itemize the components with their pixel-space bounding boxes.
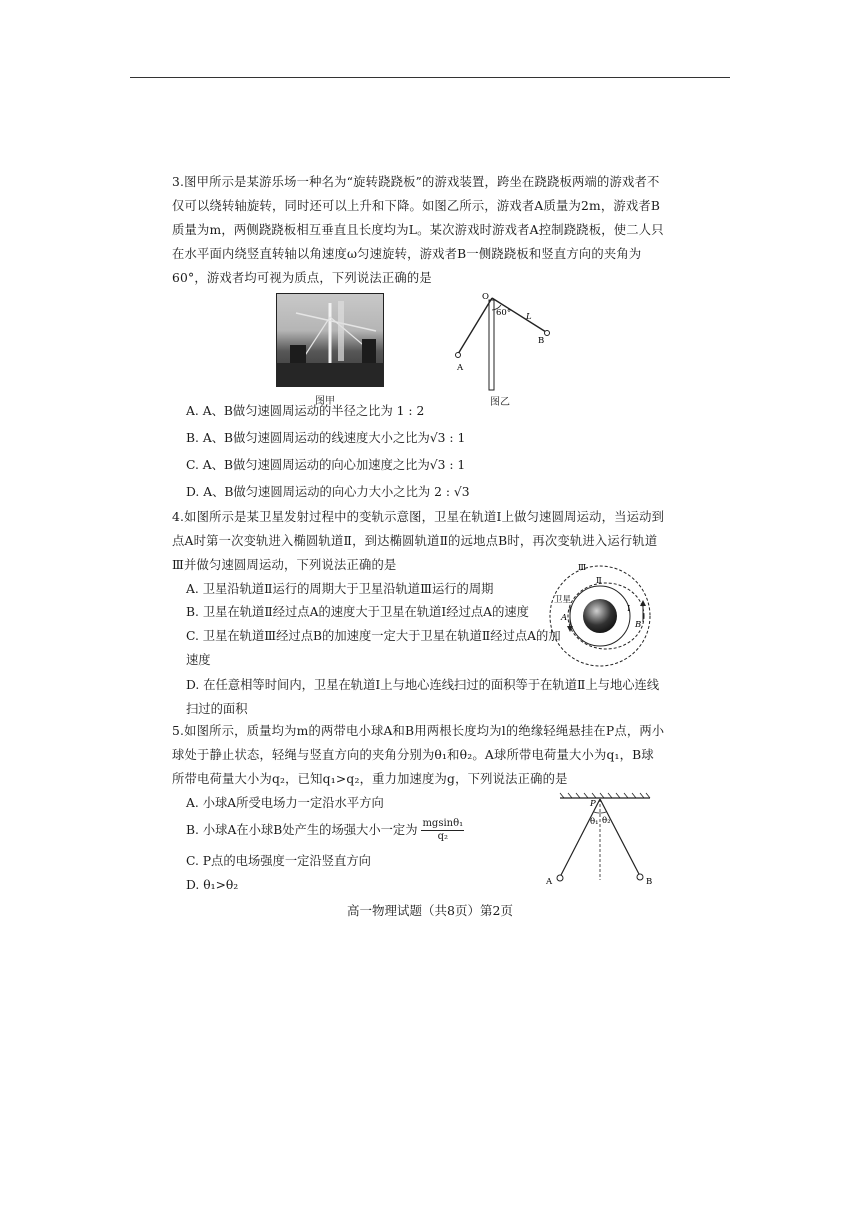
q5-option-b-fraction bbox=[421, 818, 464, 843]
label-satellite: 卫星 bbox=[554, 595, 572, 605]
label-point-p: P bbox=[590, 799, 596, 809]
q3-option-b: B. A、B做匀速圆周运动的线速度大小之比为√3 : 1 bbox=[186, 431, 466, 445]
q4-option-b: B. 卫星在轨道Ⅱ经过点A的速度大于卫星在轨道Ⅰ经过点A的速度 bbox=[186, 605, 529, 619]
q5-option-b-text: B. 小球A在小球B处产生的场强大小一定为 bbox=[186, 823, 418, 837]
label-60-degree: 60° bbox=[496, 308, 512, 318]
label-theta-2: θ₂ bbox=[602, 816, 611, 826]
q3-option-d: D. A、B做匀速圆周运动的向心力大小之比为 2 : √3 bbox=[186, 485, 470, 499]
question-5-stem: 5.如图所示，质量均为m的两带电小球A和B用两根长度均为l的绝缘轻绳悬挂在P点，两小球处于静止状态，轻绳与竖直方向的夹角分别为θ₁和θ₂。A球所带电荷量大小为q₁，B球所带电荷量大小为q₂，已知q₁>q₂，重力加速度为g，下列说法正确的是 bbox=[172, 724, 665, 786]
q4-option-a: A. 卫星沿轨道Ⅱ运行的周期大于卫星沿轨道Ⅲ运行的周期 bbox=[186, 582, 494, 596]
q5-option-c: C. P点的电场强度一定沿竖直方向 bbox=[186, 854, 371, 868]
q5-option-b bbox=[186, 818, 464, 843]
q4-option-c: C. 卫星在轨道Ⅲ经过点B的加速度一定大于卫星在轨道Ⅱ经过点A的加速度 bbox=[186, 629, 561, 667]
q5-option-d: D. θ₁>θ₂ bbox=[186, 878, 239, 892]
label-l: L bbox=[526, 312, 532, 322]
label-ball-b: B bbox=[646, 877, 653, 887]
question-3-stem: 3.图甲所示是某游乐场一种名为“旋转跷跷板”的游戏装置，跨坐在跷跷板两端的游戏者不仅可以绕转轴旋转，同时还可以上升和下降。如图乙所示，游戏者A质量为2m，游戏者B质量为m，两侧跷跷板相互垂直且长度均为L。某次游戏时游戏者A控制跷跷板，使二人只在水平面内绕竖直转轴以角速度ω匀速旋转，游戏者B一侧跷跷板和竖直方向的夹角为60°，游戏者均可视为质点，下列说法正确的是 bbox=[172, 175, 664, 285]
q5-option-a: A. 小球A所受电场力一定沿水平方向 bbox=[186, 796, 384, 810]
figure-yi-diagram bbox=[446, 290, 566, 400]
page-footer: 高一物理试题（共8页）第2页 bbox=[347, 903, 513, 918]
label-b: B bbox=[538, 336, 545, 346]
label-theta-1: θ₁ bbox=[590, 817, 599, 827]
label-point-a: A bbox=[561, 613, 568, 623]
label-orbit-3: Ⅲ bbox=[578, 563, 587, 573]
fraction-denominator: q₂ bbox=[437, 831, 448, 842]
label-o: O bbox=[482, 292, 489, 302]
q3-option-a: A. A、B做匀速圆周运动的半径之比为 1 : 2 bbox=[186, 404, 425, 418]
question-4-stem: 4.如图所示是某卫星发射过程中的变轨示意图，卫星在轨道Ⅰ上做匀速圆周运动，当运动到点A时第一次变轨进入椭圆轨道Ⅱ，到达椭圆轨道Ⅱ的远地点B时，再次变轨进入运行轨道Ⅲ并做匀速圆周运动，下列说法正确的是 bbox=[172, 510, 665, 572]
header-rule bbox=[130, 77, 730, 78]
figure-pendulum-diagram bbox=[546, 792, 658, 892]
label-ball-a: A bbox=[546, 877, 553, 887]
label-orbit-2: Ⅱ bbox=[596, 576, 602, 586]
caption-figure-jia: 图甲 bbox=[315, 396, 335, 407]
q3-option-c: C. A、B做匀速圆周运动的向心加速度之比为√3 : 1 bbox=[186, 458, 466, 472]
caption-figure-yi: 图乙 bbox=[490, 397, 510, 408]
label-point-b: B bbox=[635, 620, 642, 630]
fraction-numerator: mgsinθ₁ bbox=[422, 818, 464, 829]
label-a: A bbox=[457, 363, 464, 373]
label-orbit-1: Ⅰ bbox=[627, 604, 631, 614]
figure-jia-photo bbox=[276, 293, 384, 387]
q4-option-d: D. 在任意相等时间内，卫星在轨道Ⅰ上与地心连线扫过的面积等于在轨道Ⅱ上与地心连线扫过的面积 bbox=[186, 678, 660, 716]
